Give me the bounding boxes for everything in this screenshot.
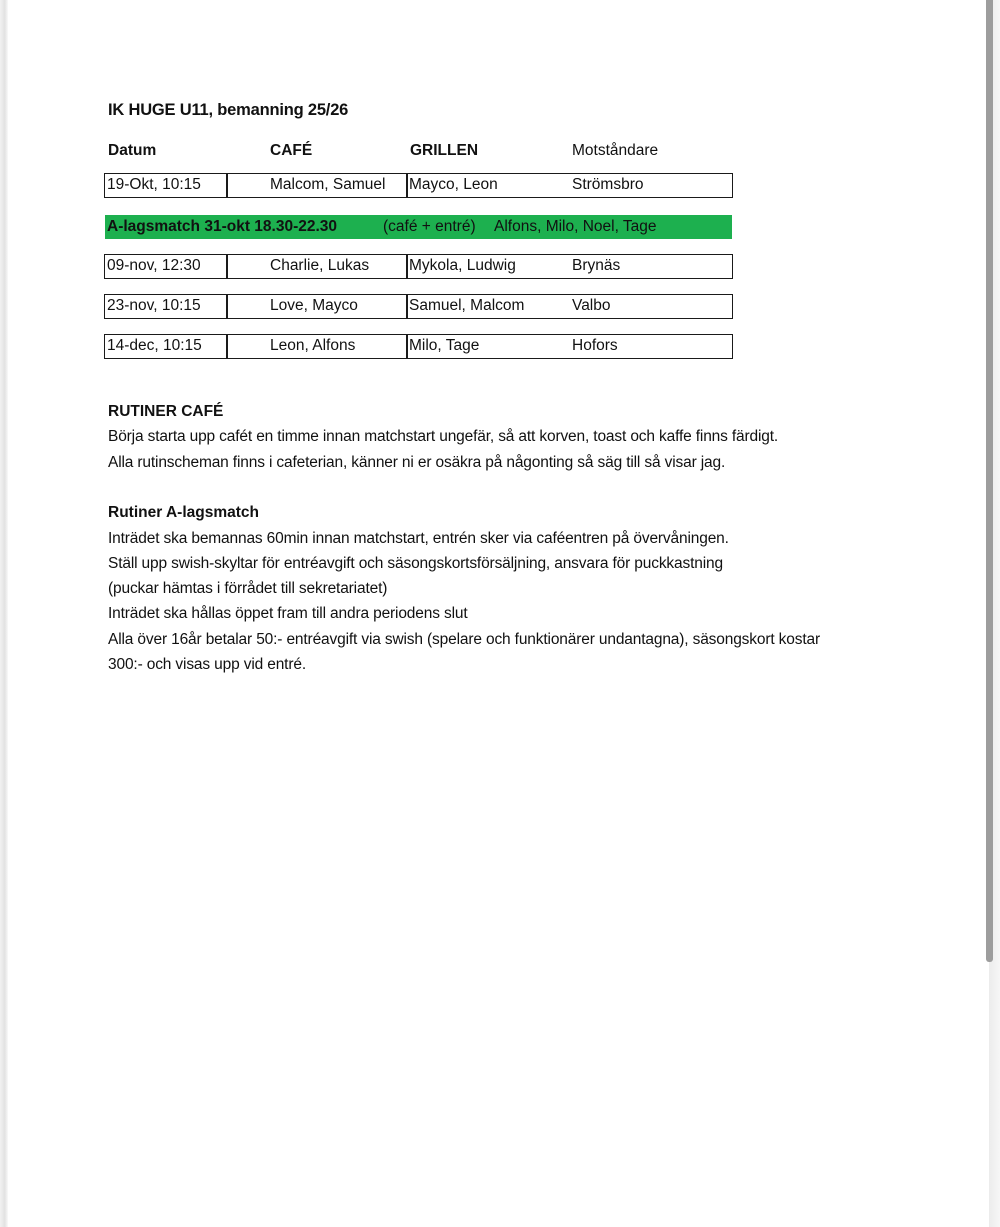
rutiner-alag-line: Inträdet ska hållas öppet fram till andra periodens slut: [108, 605, 468, 622]
highlight-note: (café + entré): [383, 218, 476, 235]
table-row: [104, 254, 733, 279]
cell-divider: [226, 295, 228, 318]
header-cafe: CAFÉ: [270, 142, 313, 159]
cell-datum: 14-dec, 10:15: [107, 337, 202, 354]
cell-datum: 23-nov, 10:15: [107, 297, 201, 314]
cell-cafe: Leon, Alfons: [270, 337, 356, 354]
cell-motstandare: Hofors: [572, 337, 618, 354]
cell-divider: [226, 174, 228, 197]
cell-divider: [226, 255, 228, 278]
document-title: IK HUGE U11, bemanning 25/26: [108, 101, 349, 119]
cell-datum: 19-Okt, 10:15: [107, 176, 201, 193]
cell-cafe: Malcom, Samuel: [270, 176, 386, 193]
rutiner-alag-line: Inträdet ska bemannas 60min innan matchstart, entrén sker via caféentren på övervåningen.: [108, 530, 729, 547]
cell-divider: [406, 335, 408, 358]
cell-datum: 09-nov, 12:30: [107, 257, 201, 274]
table-row: [104, 294, 733, 319]
table-header: [108, 142, 733, 164]
header-motstandare: Motståndare: [572, 142, 659, 159]
rutiner-alag-line: Ställ upp swish-skyltar för entréavgift och säsongskortsförsäljning, ansvara för puckkastning: [108, 555, 723, 572]
highlight-row: [105, 215, 732, 239]
rutiner-cafe-line: Alla rutinscheman finns i cafeterian, känner ni er osäkra på någonting så säg till så visar jag.: [108, 454, 726, 471]
cell-grillen: Samuel, Malcom: [409, 297, 525, 314]
rutiner-cafe-heading: RUTINER CAFÉ: [108, 403, 224, 420]
table-row: [104, 173, 733, 198]
highlight-staff: Alfons, Milo, Noel, Tage: [494, 218, 657, 235]
cell-divider: [406, 174, 408, 197]
cell-grillen: Mykola, Ludwig: [409, 257, 516, 274]
cell-divider: [406, 255, 408, 278]
header-datum: Datum: [108, 142, 157, 159]
rutiner-alag-line: Alla över 16år betalar 50:- entréavgift via swish (spelare och funktionärer undantagna), säsongskort kostar: [108, 631, 820, 648]
cell-divider: [226, 335, 228, 358]
cell-grillen: Milo, Tage: [409, 337, 480, 354]
cell-motstandare: Strömsbro: [572, 176, 644, 193]
cell-cafe: Charlie, Lukas: [270, 257, 370, 274]
rutiner-alag-line: (puckar hämtas i förrådet till sekretariatet): [108, 580, 388, 597]
highlight-event: A-lagsmatch 31-okt 18.30-22.30: [107, 218, 338, 235]
scrollbar-thumb[interactable]: [986, 0, 993, 962]
rutiner-alag-heading: Rutiner A-lagsmatch: [108, 504, 260, 521]
cell-motstandare: Valbo: [572, 297, 611, 314]
rutiner-cafe-line: Börja starta upp cafét en timme innan matchstart ungefär, så att korven, toast och kaffe finns färdigt.: [108, 428, 779, 445]
cell-divider: [406, 295, 408, 318]
rutiner-alag-line: 300:- och visas upp vid entré.: [108, 656, 306, 673]
cell-motstandare: Brynäs: [572, 257, 621, 274]
table-row: [104, 334, 733, 359]
header-grillen: GRILLEN: [410, 142, 479, 159]
cell-cafe: Love, Mayco: [270, 297, 358, 314]
cell-grillen: Mayco, Leon: [409, 176, 498, 193]
